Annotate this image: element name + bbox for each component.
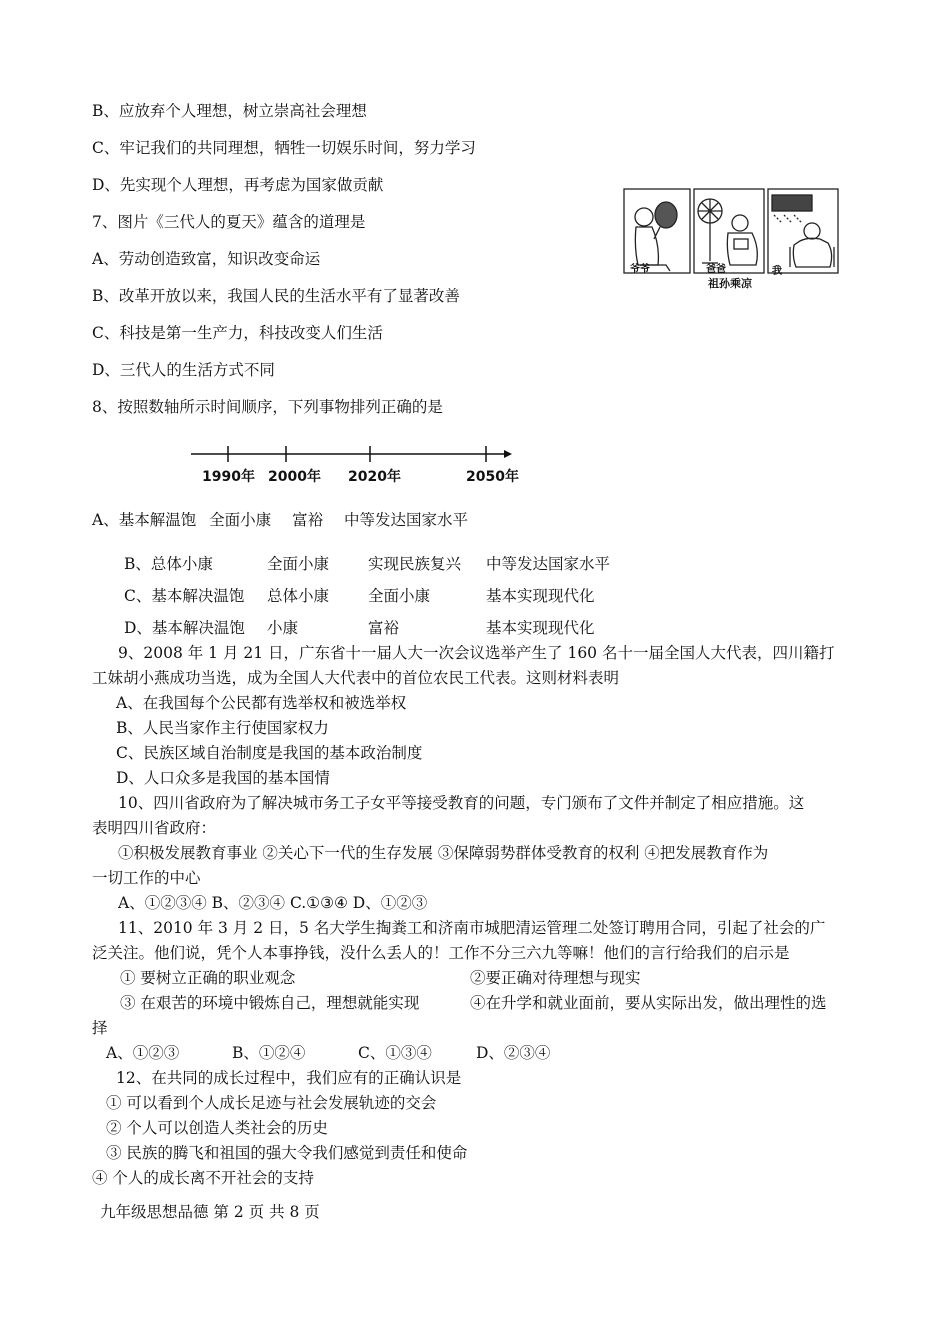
q8-d-3: 富裕 [368, 619, 400, 637]
q8-b-2: 全面小康 [267, 555, 330, 573]
axis-label-2050: 2050年 [466, 469, 519, 485]
q6-option-c: C、牢记我们的共同理想，牺牲一切娱乐时间，努力学习 [92, 139, 476, 157]
q8-c-2: 总体小康 [267, 587, 330, 605]
q9-stem-line2: 工妹胡小燕成功当选，成为全国人大代表中的首位农民工代表。这则材料表明 [92, 669, 620, 687]
q12-item-2: ② 个人可以创造人类社会的历史 [106, 1119, 328, 1137]
three-generations-illustration [622, 187, 840, 290]
q8-a-2: 全面小康 [209, 511, 272, 529]
q8-c-3: 全面小康 [368, 587, 431, 605]
q11-option-b: B、①②④ [232, 1044, 306, 1062]
q11-item-1: ① 要树立正确的职业观念 [120, 969, 296, 987]
q10-stem-line2: 表明四川省政府： [92, 819, 217, 837]
time-axis [186, 436, 526, 496]
q7-option-d: D、三代人的生活方式不同 [92, 361, 275, 379]
q8-option-c [124, 586, 595, 606]
q7-option-c: C、科技是第一生产力，科技改变人们生活 [92, 324, 383, 342]
q8-a-1: A、基本解温饱 [92, 511, 197, 529]
q8-a-3: 富裕 [292, 511, 324, 529]
q10-stem-line1: 10、四川省政府为了解决城市务工子女平等接受教育的问题，专门颁布了文件并制定了相应措施。这 [118, 794, 805, 812]
q8-c-1: C、基本解决温饱 [124, 587, 245, 605]
q8-d-4: 基本实现现代化 [486, 619, 595, 637]
page-footer: 九年级思想品德 第 2 页 共 8 页 [100, 1203, 320, 1221]
q11-item-4-cont: 择 [92, 1019, 108, 1037]
q12-item-4: ④ 个人的成长离不开社会的支持 [92, 1169, 314, 1187]
q7-option-a: A、劳动创造致富，知识改变命运 [92, 250, 321, 268]
q7-option-b: B、改革开放以来，我国人民的生活水平有了显著改善 [92, 287, 460, 305]
q12-stem: 12、在共同的成长过程中，我们应有的正确认识是 [116, 1069, 462, 1087]
q11-item-4: ④在升学和就业面前，要从实际出发，做出理性的选 [470, 994, 827, 1012]
q9-option-c: C、民族区域自治制度是我国的基本政治制度 [116, 744, 423, 762]
q10-items-line2: 一切工作的中心 [92, 869, 201, 887]
cartoon-figure [622, 187, 840, 287]
q8-b-4: 中等发达国家水平 [486, 555, 611, 573]
q11-item-2: ②要正确对待理想与现实 [470, 969, 641, 987]
q6-option-d: D、先实现个人理想，再考虑为国家做贡献 [92, 176, 384, 194]
q6-option-b: B、应放弃个人理想，树立崇高社会理想 [92, 102, 367, 120]
q8-d-1: D、基本解决温饱 [124, 619, 245, 637]
q8-option-a [92, 510, 468, 530]
q10-items-line1: ①积极发展教育事业 ②关心下一代的生存发展 ③保障弱势群体受教育的权利 ④把发展教育作为 [118, 844, 769, 862]
q11-option-c: C、①③④ [358, 1044, 432, 1062]
q11-option-a: A、①②③ [106, 1044, 180, 1062]
q8-option-b [124, 554, 610, 574]
q9-option-a: A、在我国每个公民都有选举权和被选举权 [116, 694, 407, 712]
q11-stem-line2: 泛关注。他们说，凭个人本事挣钱，没什么丢人的！工作不分三六九等嘛！他们的言行给我们的启示是 [92, 944, 790, 962]
q12-item-3: ③ 民族的腾飞和祖国的强大令我们感觉到责任和使命 [106, 1144, 468, 1162]
figure-caption: 祖孙乘凉 [708, 277, 752, 290]
q11-stem-line1: 11、2010 年 3 月 2 日，5 名大学生掏粪工和济南市城肥清运管理二处签订聘用合同，引起了社会的广 [118, 919, 826, 937]
q8-b-1: B、总体小康 [124, 555, 213, 573]
label-dad: 爸爸 [706, 264, 726, 275]
q8-d-2: 小康 [267, 619, 299, 637]
q8-a-4: 中等发达国家水平 [344, 511, 469, 529]
q11-item-3: ③ 在艰苦的环境中锻炼自己，理想就能实现 [120, 994, 420, 1012]
axis-label-1990: 1990年 [202, 469, 255, 485]
axis-label-2020: 2020年 [348, 469, 401, 485]
q8-b-3: 实现民族复兴 [368, 555, 462, 573]
label-me: 我 [772, 266, 782, 277]
q8-stem: 8、按照数轴所示时间顺序，下列事物排列正确的是 [92, 398, 443, 416]
q8-option-d [124, 618, 595, 638]
q9-option-b: B、人民当家作主行使国家权力 [116, 719, 329, 737]
q7-stem: 7、图片《三代人的夏天》蕴含的道理是 [92, 213, 366, 231]
q10-options: A、①②③④ B、②③④ C.①③④ D、①②③ [118, 894, 428, 912]
q12-item-1: ① 可以看到个人成长足迹与社会发展轨迹的交会 [106, 1094, 437, 1112]
q11-option-d: D、②③④ [476, 1044, 551, 1062]
q9-option-d: D、人口众多是我国的基本国情 [116, 769, 330, 787]
q9-stem-line1: 9、2008 年 1 月 21 日，广东省十一届人大一次会议选举产生了 160 名十一届全国人大代表，四川籍打 [118, 644, 835, 662]
axis-label-2000: 2000年 [268, 469, 321, 485]
q8-c-4: 基本实现现代化 [486, 587, 595, 605]
label-grandpa: 爷爷 [630, 264, 650, 275]
time-axis-line [186, 436, 526, 466]
